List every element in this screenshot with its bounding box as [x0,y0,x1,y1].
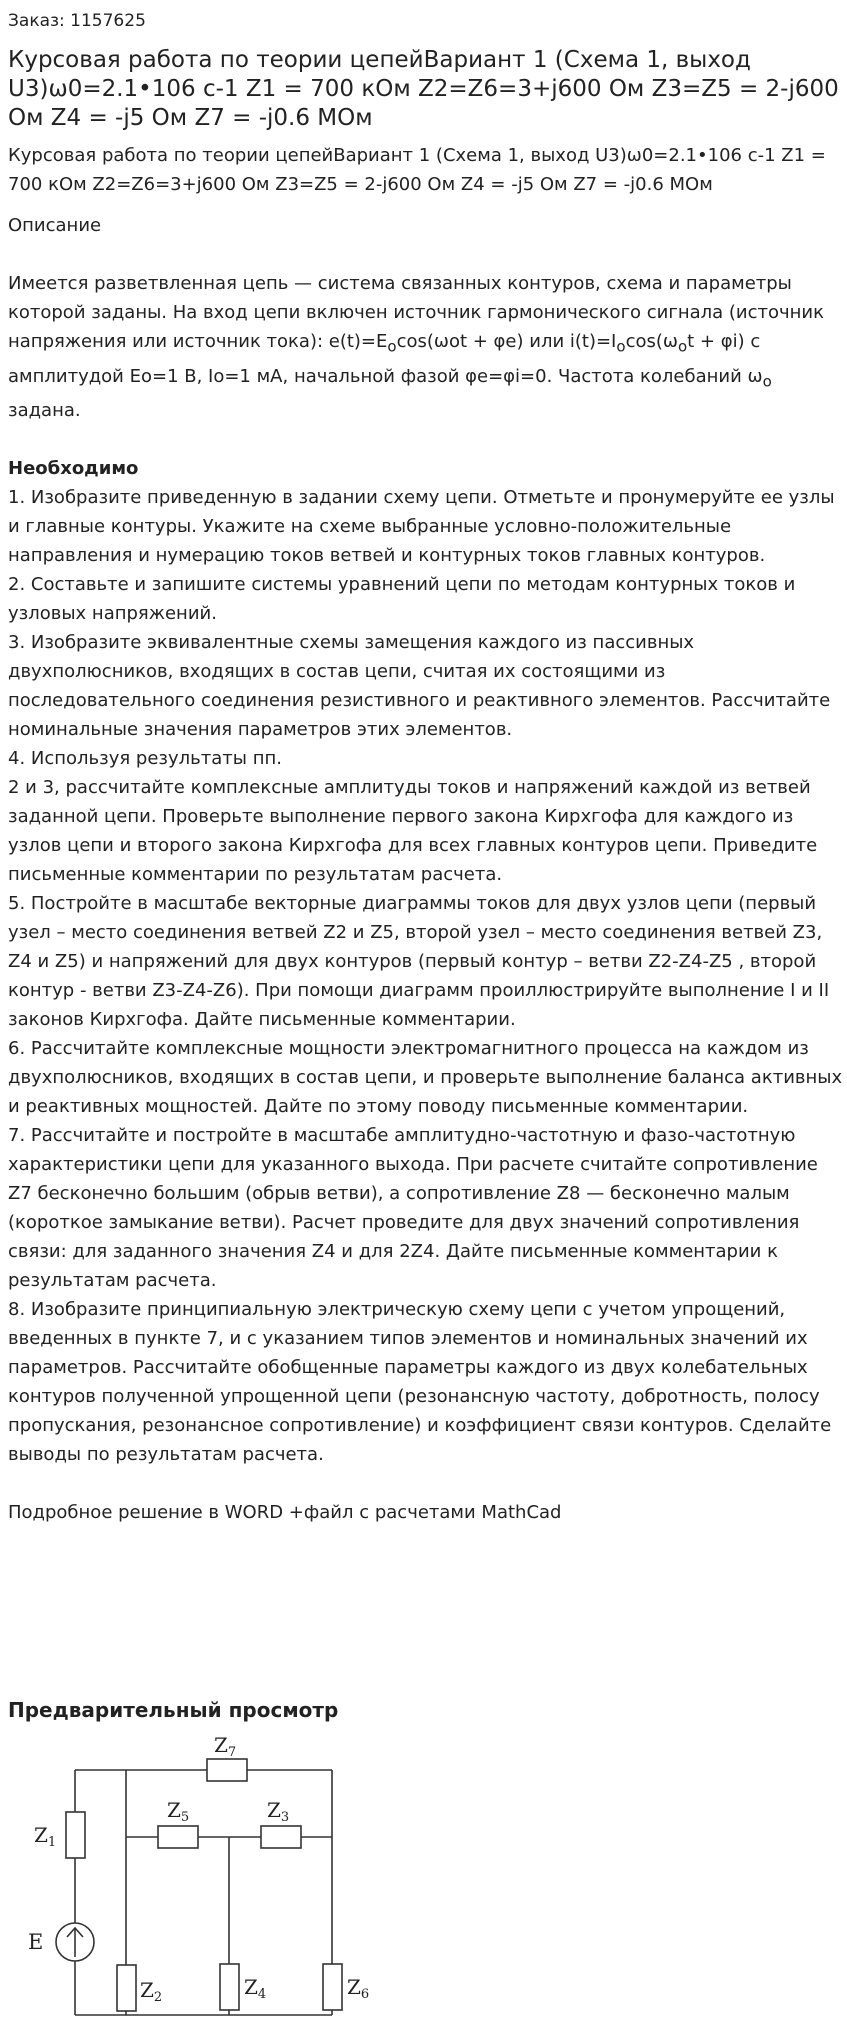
page-title: Курсовая работа по теории цепейВариант 1 (Схема 1, выход U3)ω0=2.1•106 с-1 Z1 = 700 кОм Z2=Z6=3+j600 Ом Z3=Z5 = 2-j600 Ом Z4 = -j5 Ом Z7 = -j0.6 МОм [8,47,839,131]
intro-sub-4: o [762,372,772,391]
label-z2: $Z_2$ [140,1978,163,2005]
intro-text-4: t + φi) с амплитудой Eo=1 В, Io=1 мА, начальной фазой φe=φi=0. Частота колебаний ω [8,331,763,387]
circuit-preview-image [22,1735,392,2020]
task-item-5: 5. Постройте в масштабе векторные диаграммы токов для двух узлов цепи (первый узел – место соединения ветвей Z2 и Z5, второй узел – место соединения ветвей Z3, Z4 и Z5) и напряжений для двух контуров (первый контур – ветви Z2-Z4-Z5 , второй контур - ветви Z3-Z4-Z6). При помощи диаграмм проиллюстрируйте выполнение I и II законов Кирхгофа. Дайте письменные комментарии. [8,893,830,1031]
label-z7: $Z_7$ [214,1735,237,1760]
intro-sub-1: o [387,337,397,356]
task-item-1: 1. Изобразите приведенную в задании схему цепи. Отметьте и пронумеруйте ее узлы и главные контуры. Укажите на схеме выбранные условно-положительные направления и нумерацию токов ветвей и контурных токов главных контуров. [8,487,835,567]
label-source: E [28,1930,44,1954]
intro-text-3: cos(ω [625,331,678,352]
description-body [8,269,844,1527]
task-item-8: 8. Изобразите принципиальную электрическую схему цепи с учетом упрощений, введенных в пункте 7, и с указанием типов элементов и номинальных значений их параметров. Рассчитайте обобщенные параметры каждого из двух колебательных контуров полученной упрощенной цепи (резонансную частоту, добротность, полосу пропускания, резонансное сопротивление) и коэффициент связи контуров. Сделайте выводы по результатам расчета. [8,1299,832,1466]
spacer [8,425,844,454]
circuit-wires [75,1770,332,2015]
task-item-4-continued: 2 и 3, рассчитайте комплексные амплитуды токов и напряжений каждой из ветвей заданной цепи. Проверьте выполнение первого закона Кирхгофа для каждого из узлов цепи и второго закона Кирхгофа для всех главных контуров цепи. Приведите письменные комментарии по результатам расчета. [8,777,818,886]
intro-sub-2: o [616,337,626,356]
resistor-z7 [207,1759,247,1781]
intro-text-2: cos(ωot + φe) или i(t)=I [396,331,617,352]
resistor-z5 [158,1826,198,1848]
resistor-z4 [220,1964,239,2010]
resistor-z3 [261,1826,301,1848]
footer-note: Подробное решение в WORD +файл с расчетами MathCad [8,1502,562,1524]
label-z1: $Z_1$ [34,1823,57,1850]
intro-sub-3: o [677,337,688,356]
task-item-3: 3. Изобразите эквивалентные схемы замещения каждого из пассивных двухполюсников, входящих в состав цепи, считая их состоящими из последовательного соединения резистивного и реактивного элементов. Рассчитайте номинальные значения параметров этих элементов. [8,632,831,741]
label-z6: $Z_6$ [347,1975,370,2002]
label-z4: $Z_4$ [244,1975,267,2002]
spacer [8,1469,844,1498]
resistor-z2 [117,1965,136,2011]
page-content [8,0,844,1527]
page-subtitle: Курсовая работа по теории цепейВариант 1 (Схема 1, выход U3)ω0=2.1•106 с-1 Z1 = 700 кОм Z2=Z6=3+j600 Ом Z3=Z5 = 2-j600 Ом Z4 = -j5 Ом Z7 = -j0.6 МОм [8,145,826,195]
needed-heading: Необходимо [8,458,139,480]
intro-text-1: Имеется разветвленная цепь — система связанных контуров, схема и параметры которой заданы. На вход цепи включен источник гармонического сигнала (источник напряжения или источник тока): e(t)=E [8,273,824,352]
description-intro [8,269,844,425]
intro-text-5: задана. [8,400,81,422]
resistor-z6 [323,1964,342,2010]
resistor-z1 [66,1812,85,1858]
task-item-2: 2. Составьте и запишите системы уравнений цепи по методам контурных токов и узловых напряжений. [8,574,796,625]
preview-heading: Предварительный просмотр [8,1698,339,1722]
voltage-source-icon [56,1923,94,1961]
label-z5: $Z_5$ [167,1798,190,1825]
order-number: Заказ: 1157625 [8,11,146,31]
task-item-6: 6. Рассчитайте комплексные мощности электромагнитного процесса на каждом из двухполюсников, входящих в состав цепи, и проверьте выполнение баланса активных и реактивных мощностей. Дайте по этому поводу письменные комментарии. [8,1038,843,1118]
task-item-7: 7. Рассчитайте и постройте в масштабе амплитудно-частотную и фазо-частотную характеристики цепи для указанного выхода. При расчете считайте сопротивление Z7 бесконечно большим (обрыв ветви), а сопротивление Z8 — бесконечно малым (короткое замыкание ветви). Расчет проведите для двух значений сопротивления связи: для заданного значения Z4 и для 2Z4. Дайте письменные комментарии к результатам расчета. [8,1125,818,1292]
task-item-4: 4. Используя результаты пп. [8,748,282,770]
label-z3: $Z_3$ [267,1798,290,1825]
description-heading: Описание [8,215,102,236]
